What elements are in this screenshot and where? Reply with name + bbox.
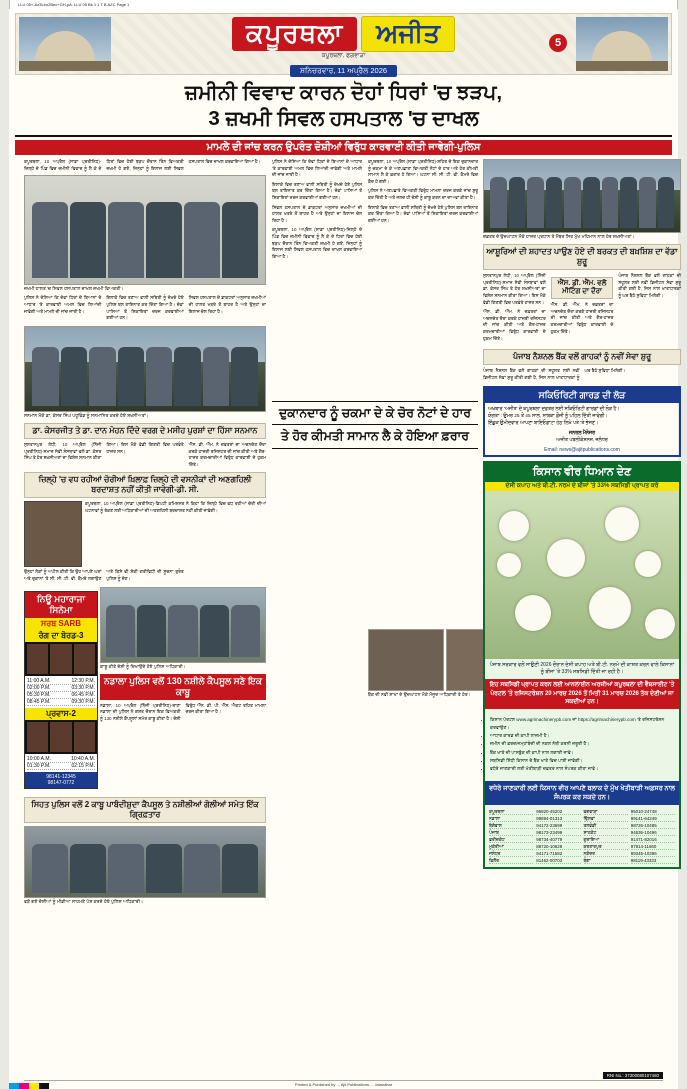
page-sheet xyxy=(9,9,682,1089)
article-paragraph: ਇਲਾਕੇ ਵਿਚ ਤਣਾਅ ਵਾਲੀ ਸਥਿਤੀ ਨੂੰ ਦੇਖਦੇ ਹੋਏ ਪੁਲਿਸ ਬਲ ਤਾਇਨਾਤ ਕਰ ਦਿੱਤਾ ਗਿਆ ਹੈ। ਦੋਵਾਂ ਪਾਸਿਆਂ ਤੋਂ ਸ਼ਿਕਾਇਤਾਂ ਦਰਜ ਕਰਵਾਈਆਂ ਗਈਆਂ ਹਨ। xyxy=(272,181,362,201)
article-paragraph: ਕਪੂਰਥਲਾ, 10 ਅਪ੍ਰੈਲ (ਸਾਡਾ ਪ੍ਰਤੀਨਿਧ)-ਜ਼ਿਲ੍ਹੇ ਦੇ ਪਿੰਡ ਵਿਚ ਜ਼ਮੀਨੀ ਵਿਵਾਦ ਨੂੰ ਲੈ ਕੇ ਦੋ ਧਿਰਾਂ ਵਿਚ ਹੋਈ ਝੜਪ ਦੌਰਾਨ ਤਿੰਨ ਵਿਅਕਤੀ ਜ਼ਖਮੀ ਹੋ ਗਏ, ਜਿਨ੍ਹਾਂ ਨੂੰ ਇਲਾਜ ਲਈ ਸਿਵਲ ਹਸਪਤਾਲ ਵਿਚ ਦਾਖਲ ਕਰਵਾਇਆ ਗਿਆ ਹੈ। xyxy=(24,159,261,171)
contact-phone: 95010-24748 xyxy=(631,808,675,815)
photo-police-group xyxy=(100,587,266,663)
kisan-ad-subtitle: ਦੇਸੀ ਕਪਾਹ ਅਤੇ ਬੀ.ਟੀ. ਨਰਮੇ ਦੇ ਬੀਜਾਂ 'ਤੇ 33% ਸਬਸਿਡੀ ਪ੍ਰਾਪਤ ਕਰੋ xyxy=(485,482,679,491)
contact-phone: 88720-10628 xyxy=(536,843,580,850)
contact-phone: 94636-10496 xyxy=(631,829,675,836)
contact-block: ਸ਼ਾਹਕੋਟ xyxy=(584,829,628,836)
kisan-bullet: • ਸਬਸਿਡੀ ਸਿੱਧੀ ਕਿਸਾਨ ਦੇ ਬੈਂਕ ਖਾਤੇ ਵਿਚ ਪਾਈ ਜਾਵੇਗੀ। xyxy=(490,757,674,764)
section-heading-nadala: ਨਡਾਲਾ ਪੁਲਿਸ ਵਲੋਂ 130 ਨਸ਼ੀਲੇ ਕੈਪਸੂਲ ਸਣੇ ਇਕ ਕਾਬੂ xyxy=(100,674,266,700)
section-heading-sdm: ਐੱਸ. ਡੀ. ਐੱਮ. ਵਲੋਂ ਮੀਟਿੰਗ ਦਾ ਦੌਰਾ xyxy=(551,277,614,299)
contact-block: ਕਪੂਰਥਲਾ xyxy=(489,808,533,815)
cinema-ad[interactable] xyxy=(24,591,98,789)
cinema-movie-1: ਰੰਗ ਦਾ ਬੋਰਡ-3 xyxy=(25,630,97,642)
showtime: 09:30 P.M. xyxy=(71,698,95,705)
showtime: 01:30 P.M. xyxy=(27,762,51,769)
headline-line-2: 3 ਜ਼ਖਮੀ ਸਿਵਲ ਹਸਪਤਾਲ 'ਚ ਦਾਖਲ xyxy=(208,107,479,131)
headline-line-1: ਜ਼ਮੀਨੀ ਵਿਵਾਦ ਕਾਰਨ ਦੋਹਾਂ ਧਿਰਾਂ 'ਚ ਝੜਪ, xyxy=(184,81,503,104)
security-ad-line-1: ਅਖ਼ਬਾਰ 'ਅਜੀਤ' ਦੇ ਕਪੂਰਥਲਾ ਦਫ਼ਤਰ ਲਈ ਸਕਿਓਰਿਟੀ ਗਾਰਡਾਂ ਦੀ ਲੋੜ ਹੈ। xyxy=(488,406,620,412)
cinema-poster-strip-2 xyxy=(25,720,97,754)
article-paragraph: ਨਡਾਲਾ, 10 ਅਪ੍ਰੈਲ (ਨਿੱਜੀ ਪ੍ਰਤੀਨਿਧ)-ਥਾਣਾ ਨਡਾਲਾ ਦੀ ਪੁਲਿਸ ਨੇ ਗਸ਼ਤ ਦੌਰਾਨ ਇਕ ਵਿਅਕਤੀ ਨੂੰ 130 ਨਸ਼ੀਲੇ ਕੈਪਸੂਲਾਂ ਸਮੇਤ ਕਾਬੂ ਕੀਤਾ ਹੈ। ਦੋਸ਼ੀ ਵਿਰੁੱਧ ਐੱਨ. ਡੀ. ਪੀ. ਐੱਸ. ਐਕਟ ਤਹਿਤ ਮਾਮਲਾ ਦਰਜ ਕੀਤਾ ਗਿਆ ਹੈ। xyxy=(100,702,266,722)
photo-hospital-injured xyxy=(24,175,266,285)
article-paragraph: ਸਿਵਲ ਹਸਪਤਾਲ ਦੇ ਡਾਕਟਰਾਂ ਅਨੁਸਾਰ ਜ਼ਖਮੀਆਂ ਦੀ ਹਾਲਤ ਖਤਰੇ ਤੋਂ ਬਾਹਰ ਹੈ ਅਤੇ ਉਨ੍ਹਾਂ ਦਾ ਇਲਾਜ ਚੱਲ ਰਿਹਾ ਹੈ। xyxy=(272,204,362,223)
article-paragraph: ਕਪੂਰਥਲਾ, 10 ਅਪ੍ਰੈਲ (ਸਾਡਾ ਪ੍ਰਤੀਨਿਧ)-ਸ਼ਹਿਰ ਦੇ ਇਕ ਦੁਕਾਨਦਾਰ ਨੂੰ ਚਕਮਾ ਦੇ ਕੇ ਅਣਪਛਾਤਾ ਵਿਅਕਤੀ ਨੋਟਾਂ ਦੇ ਹਾਰ ਅਤੇ ਹੋਰ ਕੀਮਤੀ ਸਾਮਾਨ ਲੈ ਕੇ ਫ਼ਰਾਰ ਹੋ ਗਿਆ। ਘਟਨਾ ਸੀ. ਸੀ. ਟੀ. ਵੀ. ਕੈਮਰੇ ਵਿਚ ਕੈਦ ਹੋ ਗਈ। xyxy=(368,159,478,184)
contact-phone: 95920-45202 xyxy=(536,808,580,815)
article-paragraph: ਪੁਲਿਸ ਨੇ ਦੱਸਿਆ ਕਿ ਦੋਵਾਂ ਧਿਰਾਂ ਦੇ ਬਿਆਨਾਂ ਦੇ ਆਧਾਰ 'ਤੇ ਕਾਰਵਾਈ ਅਮਲ ਵਿਚ ਲਿਆਂਦੀ ਜਾਵੇਗੀ ਅਤੇ ਮਾਮਲੇ ਦੀ ਜਾਂਚ ਜਾਰੀ ਹੈ। xyxy=(272,159,362,178)
photo-top-right-group xyxy=(483,159,681,233)
kisan-bullet: • ਆਧਾਰ ਕਾਰਡ ਦੀ ਕਾਪੀ ਲਾਜ਼ਮੀ ਹੈ। xyxy=(490,732,674,739)
photo-group-officials xyxy=(24,326,266,412)
article-grid xyxy=(24,159,682,1075)
contact-block: ਪੰਜਾਬ xyxy=(489,829,533,836)
article-paragraph: ਪੁਲਿਸ ਨੇ ਅਣਪਛਾਤੇ ਵਿਅਕਤੀ ਵਿਰੁੱਧ ਮਾਮਲਾ ਦਰਜ ਕਰਕੇ ਜਾਂਚ ਸ਼ੁਰੂ ਕਰ ਦਿੱਤੀ ਹੈ ਅਤੇ ਜਲਦ ਹੀ ਦੋਸ਼ੀ ਨੂੰ ਕਾਬੂ ਕਰਨ ਦਾ ਦਾਅਵਾ ਕੀਤਾ ਹੈ। xyxy=(368,188,478,201)
page-number-badge: 5 xyxy=(549,34,567,52)
contact-phone: 94171-71582 xyxy=(536,850,580,857)
showtime: 12:30 P.M. xyxy=(71,677,95,684)
contact-block: ਜਲੰਧਰ xyxy=(489,850,533,857)
contact-phone: 98726-10485 xyxy=(631,822,675,829)
cinema-poster-strip-1 xyxy=(25,642,97,676)
security-ad-line-2: ਯੋਗਤਾ : ਉਮਰ 25 ਤੋਂ 45 ਸਾਲ, ਸਾਬਕਾ ਫ਼ੌਜੀ ਨੂੰ ਪਹਿਲ ਦਿੱਤੀ ਜਾਵੇਗੀ। xyxy=(488,413,608,419)
contact-block: ਬੇਗੋਵਾਲ xyxy=(489,822,533,829)
masthead-photo-right xyxy=(576,17,668,71)
column-4 xyxy=(483,159,681,1075)
section-heading-health-police: ਸਿਹਤ ਪੁਲਿਸ ਵਲੋਂ 2 ਕਾਬੂ ਪਾਬੰਦੀਸ਼ੁਦਾ ਕੈਪਸੂਲ ਤੇ ਨਸ਼ੀਲੀਆਂ ਗੋਲੀਆਂ ਸਮੇਤ ਇੱਕ ਗ੍ਰਿਫ਼ਤਾਰ xyxy=(24,797,266,823)
contact-phone: 94172-23699 xyxy=(536,822,580,829)
cinema-phone-1: 98141-12345 xyxy=(46,773,76,780)
masthead-date: ਸ਼ਨਿਚਰਵਾਰ, 11 ਅਪ੍ਰੈਲ 2026 xyxy=(290,65,397,77)
contact-block: ਢਿੱਲਵਾਂ xyxy=(584,815,628,822)
photo-police-presser xyxy=(24,826,266,898)
showtime: 08:45 P.M. xyxy=(27,698,51,705)
article-paragraph: ਇਲਾਕੇ ਵਿਚ ਤਣਾਅ ਵਾਲੀ ਸਥਿਤੀ ਨੂੰ ਦੇਖਦੇ ਹੋਏ ਪੁਲਿਸ ਬਲ ਤਾਇਨਾਤ ਕਰ ਦਿੱਤਾ ਗਿਆ ਹੈ। ਦੋਵਾਂ ਪਾਸਿਆਂ ਤੋਂ ਸ਼ਿਕਾਇਤਾਂ ਦਰਜ ਕਰਵਾਈਆਂ ਗਈਆਂ ਹਨ। xyxy=(106,295,184,321)
kisan-ad-title: ਕਿਸਾਨ ਵੀਰ ਧਿਆਨ ਦੇਣ xyxy=(485,463,679,482)
security-ad-address: ਅਜੀਤ ਪਬਲੀਕੇਸ਼ਨਜ਼, ਜਲੰਧਰ xyxy=(556,438,608,444)
article-paragraph: ਇਲਾਕੇ ਵਿਚ ਤਣਾਅ ਵਾਲੀ ਸਥਿਤੀ ਨੂੰ ਦੇਖਦੇ ਹੋਏ ਪੁਲਿਸ ਬਲ ਤਾਇਨਾਤ ਕਰ ਦਿੱਤਾ ਗਿਆ ਹੈ। ਦੋਵਾਂ ਪਾਸਿਆਂ ਤੋਂ ਸ਼ਿਕਾਇਤਾਂ ਦਰਜ ਕਰਵਾਈਆਂ ਗਈਆਂ ਹਨ। xyxy=(368,204,478,223)
showtime: 05:30 P.M. xyxy=(27,691,51,698)
cinema-phone-2: 98147-0772 xyxy=(47,779,75,786)
article-paragraph: ਐੱਸ. ਡੀ. ਐੱਮ. ਨੇ ਦਫ਼ਤਰਾਂ ਦਾ ਅਚਨਚੇਤ ਦੌਰਾ ਕਰਕੇ ਹਾਜ਼ਰੀ ਰਜਿਸਟਰ ਦੀ ਜਾਂਚ ਕੀਤੀ ਅਤੇ ਗੈਰ-ਹਾਜ਼ਰ ਕਰਮਚਾਰੀਆਂ ਵਿਰੁੱਧ ਕਾਰਵਾਈ ਦੇ ਹੁਕਮ ਦਿੱਤੇ। xyxy=(483,309,546,341)
mid-headline-block xyxy=(272,397,478,451)
kisan-ad-bullets xyxy=(485,713,679,776)
security-ad-title: ਸਕਿਓਰਿਟੀ ਗਾਰਡ ਦੀ ਲੋੜ xyxy=(485,388,679,403)
masthead-logo-primary: ਕਪੂਰਥਲਾ xyxy=(232,17,357,51)
showtime: 02:00 P.M. xyxy=(27,684,51,691)
masthead-logo-secondary: ਅਜੀਤ xyxy=(361,16,455,52)
photo-caption: ਦਫ਼ਤਰ ਦੇ ਉਦਘਾਟਨ ਮੌਕੇ ਹਾਜ਼ਰ ਪ੍ਰਧਾਨ ਤੇ ਮੈਂਬਰ ਸਿਰ ਮੁੱਖ ਮਹਿਮਾਨ ਨਾਲ ਹੋਰ ਸ਼ਖ਼ਸੀਅਤਾਂ। xyxy=(483,234,635,239)
showtime: 11:00 A.M. xyxy=(27,677,51,684)
mid-headline-line-1: ਦੁਕਾਨਦਾਰ ਨੂੰ ਚਕਮਾ ਦੇ ਕੇ ਚੋਰ ਨੋਟਾਂ ਦੇ ਹਾਰ xyxy=(272,401,478,425)
column-3 xyxy=(368,159,478,1075)
photo-caption: ਕਾਬੂ ਕੀਤੇ ਦੋਸ਼ੀ ਨੂੰ ਦਿਖਾਉਂਦੇ ਹੋਏ ਪੁਲਿਸ ਅਧਿਕਾਰੀ। xyxy=(100,663,186,669)
mid-headline-line-2: ਤੇ ਹੋਰ ਕੀਮਤੀ ਸਾਮਾਨ ਲੈ ਕੇ ਹੋਇਆ ਫ਼ਰਾਰ xyxy=(272,425,478,448)
contact-phone: 91471-82016 xyxy=(631,836,675,843)
contact-block: ਕਰਤਾਰਪੁਰ xyxy=(584,843,628,850)
contact-block: ਨਕੋਦਰ xyxy=(584,850,628,857)
article-paragraph: ਐੱਸ. ਡੀ. ਐੱਮ. ਨੇ ਦਫ਼ਤਰਾਂ ਦਾ ਅਚਨਚੇਤ ਦੌਰਾ ਕਰਕੇ ਹਾਜ਼ਰੀ ਰਜਿਸਟਰ ਦੀ ਜਾਂਚ ਕੀਤੀ ਅਤੇ ਗੈਰ-ਹਾਜ਼ਰ ਕਰਮਚਾਰੀਆਂ ਵਿਰੁੱਧ ਕਾਰਵਾਈ ਦੇ ਹੁਕਮ ਦਿੱਤੇ। xyxy=(550,302,614,334)
kisan-ad-note: ਪੰਜਾਬ ਸਰਕਾਰ ਵਲੋਂ ਸਾਉਣੀ 2026 ਦੌਰਾਨ ਦੇਸੀ ਕਪਾਹ ਅਤੇ ਬੀ.ਟੀ. ਨਰਮੇ ਦੀ ਕਾਸ਼ਤ ਕਰਨ ਵਾਲੇ ਕਿਸਾਨਾਂ ਨੂੰ ਬੀਜਾਂ 'ਤੇ 33% ਸਬਸਿਡੀ ਦਿੱਤੀ ਜਾ ਰਹੀ ਹੈ। xyxy=(489,662,675,676)
masthead xyxy=(15,13,672,75)
contact-phone: 97814-11660 xyxy=(631,843,675,850)
cinema-ad-sub: ਸਰਬ SARB xyxy=(25,618,97,630)
security-ad-contact-name: ਜਨਰਲ ਮੈਨੇਜਰ xyxy=(569,431,595,437)
photo-caption: ਬੈਂਕ ਦੀ ਨਵੀਂ ਸ਼ਾਖਾ ਦੇ ਉਦਘਾਟਨ ਮੌਕੇ ਮੌਜੂਦ ਅਧਿਕਾਰੀ ਤੇ ਹੋਰ। xyxy=(368,692,471,697)
article-paragraph: ਕਪੂਰਥਲਾ, 10 ਅਪ੍ਰੈਲ (ਸਾਡਾ ਪ੍ਰਤੀਨਿਧ)-ਡਿਪਟੀ ਕਮਿਸ਼ਨਰ ਨੇ ਕਿਹਾ ਕਿ ਜ਼ਿਲ੍ਹੇ ਵਿਚ ਵਧ ਰਹੀਆਂ ਚੋਰੀ ਦੀਆਂ ਘਟਨਾਵਾਂ ਨੂੰ ਰੋਕਣ ਲਈ ਅਧਿਕਾਰੀਆਂ ਦੀ ਅਣਗਹਿਲੀ ਬਰਦਾਸ਼ਤ ਨਹੀਂ ਕੀਤੀ ਜਾਵੇਗੀ। xyxy=(85,501,266,514)
contact-block: ਬੰਗਾ xyxy=(584,857,628,864)
kisan-bullet: • ਜ਼ਮੀਨ ਦੀ ਫ਼ਰਦ/ਜਮ੍ਹਾਂਬੰਦੀ ਦੀ ਨਕਲ ਨੱਥੀ ਕਰਨੀ ਜ਼ਰੂਰੀ ਹੈ। xyxy=(490,740,674,747)
contact-phone: 98173-23499 xyxy=(536,829,580,836)
contact-block: ਗੁਰਾਇਆ xyxy=(584,836,628,843)
kisan-cotton-image xyxy=(485,491,679,659)
cinema-showtimes-2 xyxy=(25,754,97,772)
showtime: 06:45 P.M. xyxy=(71,691,95,698)
article-paragraph: ਕਪੂਰਥਲਾ, 10 ਅਪ੍ਰੈਲ (ਸਾਡਾ ਪ੍ਰਤੀਨਿਧ)-ਜ਼ਿਲ੍ਹੇ ਦੇ ਪਿੰਡ ਵਿਚ ਜ਼ਮੀਨੀ ਵਿਵਾਦ ਨੂੰ ਲੈ ਕੇ ਦੋ ਧਿਰਾਂ ਵਿਚ ਹੋਈ ਝੜਪ ਦੌਰਾਨ ਤਿੰਨ ਵਿਅਕਤੀ ਜ਼ਖਮੀ ਹੋ ਗਏ, ਜਿਨ੍ਹਾਂ ਨੂੰ ਇਲਾਜ ਲਈ ਸਿਵਲ ਹਸਪਤਾਲ ਵਿਚ ਦਾਖਲ ਕਰਵਾਇਆ ਗਿਆ ਹੈ। xyxy=(272,227,362,259)
photo-caption: ਫੜੇ ਗਏ ਦੋਸ਼ੀਆਂ ਨੂੰ ਮੀਡੀਆ ਸਾਹਮਣੇ ਪੇਸ਼ ਕਰਦੇ ਹੋਏ ਪੁਲਿਸ ਅਧਿਕਾਰੀ। xyxy=(24,898,144,904)
color-calibration-bar xyxy=(9,1083,49,1089)
cinema-ad-title: ਨਿਊ ਮਹਾਰਾਜਾ ਸਿਨੇਮਾ xyxy=(25,592,97,618)
section-heading-dc: ਜ਼ਿਲ੍ਹੇ 'ਚ ਵਧ ਰਹੀਆਂ ਚੋਰੀਆਂ ਖ਼ਿਲਾਫ਼ ਜ਼ਿਲ੍ਹੇ ਦੀ ਵਸਨੀਕਾਂ ਦੀ ਅਣਗਹਿਲੀ ਬਰਦਾਸ਼ਤ ਨਹੀਂ ਕੀਤੀ ਜਾਵੇਗੀ-ਡੀ. ਸੀ. xyxy=(24,472,266,498)
article-paragraph: ਉਨ੍ਹਾਂ ਲੋਕਾਂ ਨੂੰ ਅਪੀਲ ਕੀਤੀ ਕਿ ਉਹ ਆਪਣੇ ਘਰਾਂ ਅਤੇ ਦੁਕਾਨਾਂ 'ਤੇ ਸੀ. ਸੀ. ਟੀ. ਵੀ. ਕੈਮਰੇ ਲਗਾਉਣ ਅਤੇ ਕਿਸੇ ਵੀ ਸ਼ੱਕੀ ਗਤੀਵਿਧੀ ਦੀ ਸੂਚਨਾ ਤੁਰੰਤ ਪੁਲਿਸ ਨੂੰ ਦੇਣ। xyxy=(24,569,184,582)
contact-block: ਤਲਵੰਡੀ xyxy=(584,822,628,829)
headline-subhead: ਮਾਮਲੇ ਦੀ ਜਾਂਚ ਕਰਨ ਉਪਰੰਤ ਦੋਸ਼ੀਆਂ ਵਿਰੁੱਧ ਕਾਰਵਾਈ ਕੀਤੀ ਜਾਵੇਗੀ-ਪੁਲਿਸ xyxy=(15,140,672,155)
kisan-bullet: • ਕਿਸਾਨ ਪੋਰਟਲ www.agrimachinerypb.com ਜਾਂ https://agrimachinerypb.com 'ਤੇ ਰਜਿਸਟਰੇਸ਼ਨ ਕਰਵਾਉਣ। xyxy=(490,716,674,731)
contact-block: ਫਗਵਾੜਾ xyxy=(584,808,628,815)
contact-block: ਫ਼ਰੀਦਕੋਟ xyxy=(489,836,533,843)
contact-phone: 99141-64249 xyxy=(631,815,675,822)
print-header: LLU 05+-Az3Leu2Bec+GH-pA. LLU 05 Bk 1 1 T B AZC Page 1 xyxy=(0,0,687,10)
kisan-bullet: • ਬੈਂਕ ਖਾਤੇ ਦੀ ਪਾਸਬੁੱਕ ਦੀ ਕਾਪੀ ਨਾਲ ਲਗਾਈ ਜਾਵੇ। xyxy=(490,749,674,756)
article-paragraph: ਪੁਲਿਸ ਨੇ ਦੱਸਿਆ ਕਿ ਦੋਵਾਂ ਧਿਰਾਂ ਦੇ ਬਿਆਨਾਂ ਦੇ ਆਧਾਰ 'ਤੇ ਕਾਰਵਾਈ ਅਮਲ ਵਿਚ ਲਿਆਂਦੀ ਜਾਵੇਗੀ ਅਤੇ ਮਾਮਲੇ ਦੀ ਜਾਂਚ ਜਾਰੀ ਹੈ। xyxy=(24,295,102,314)
contact-block: ਮੁਕੇਰੀਆਂ xyxy=(489,843,533,850)
cinema-showtimes-1 xyxy=(25,676,97,708)
contact-phone: 98119-43333 xyxy=(631,857,675,864)
masthead-photo-left xyxy=(19,17,111,71)
photo-caption: ਜ਼ਖਮੀ ਹਾਲਤ 'ਚ ਸਿਵਲ ਹਸਪਤਾਲ ਦਾਖਲ ਜ਼ਖਮੀ ਵਿਅਕਤੀ। xyxy=(24,286,124,292)
kisan-advertisement[interactable] xyxy=(483,461,681,869)
section-heading-sanman: ਡਾ. ਕੇਸਰਜੀਤ ਤੇ ਡਾ. ਦਾਨ ਮੋਹਨ ਦਿੰਦੇ ਵਰਗ ਦੇ ਮਸੀਹ ਪੁਰਸ਼ਾਂ ਦਾ ਹਿੱਸਾ ਸਨਮਾਨ xyxy=(24,423,266,439)
cinema-movie-2: ਪ੍ਰਵਾਸ-2 xyxy=(25,708,97,720)
showtime: 02:15 P.M. xyxy=(71,762,95,769)
article-paragraph: ਪੰਜਾਬ ਨੈਸ਼ਨਲ ਬੈਂਕ ਵਲੋਂ ਗਾਹਕਾਂ ਦੀ ਸਹੂਲਤ ਲਈ ਨਵੀਂ ਡਿਜੀਟਲ ਸੇਵਾ ਸ਼ੁਰੂ ਕੀਤੀ ਗਈ ਹੈ, ਜਿਸ ਨਾਲ ਖਾਤਾਧਾਰਕਾਂ ਨੂੰ ਘਰ ਬੈਠੇ ਸੁਵਿਧਾ ਮਿਲੇਗੀ। xyxy=(483,368,626,380)
kisan-ad-deadline: ਇਹ ਸਬਸਿਡੀ ਪ੍ਰਾਪਤ ਕਰਨ ਲਈ ਆਨਲਾਈਨ ਅਰਜ਼ੀਆਂ ਕਪੂਰਥਲਾ ਦੀ ਵੈੱਬਸਾਈਟ 'ਤੇ ਪੋਰਟਲ 'ਤੇ ਰਜਿਸਟਰੇਸ਼ਨ 20 ਮਾਰਚ 2026 ਤੋਂ ਮਿਤੀ 31 ਮਾਰਚ 2026 ਤੱਕ ਦੇਣੀਆਂ ਜਾ ਸਕਦੀਆਂ ਹਨ। xyxy=(485,679,679,708)
kisan-ad-blue-note: ਵਧੇਰੇ ਜਾਣਕਾਰੀ ਲਈ ਕਿਸਾਨ ਵੀਰ ਆਪਣੇ ਬਲਾਕ ਦੇ ਮੁੱਖ ਖੇਤੀਬਾੜੀ ਅਫ਼ਸਰ ਨਾਲ ਸੰਪਰਕ ਕਰ ਸਕਦੇ ਹਨ। xyxy=(485,781,679,805)
security-ad-line-3: ਇੱਛੁਕ ਉਮੀਦਵਾਰ ਆਪਣਾ ਬਾਇਓਡਾਟਾ ਹੇਠ ਲਿਖੇ ਪਤੇ 'ਤੇ ਭੇਜਣ। xyxy=(488,420,599,426)
photo-portrait-dc xyxy=(24,501,82,567)
article-paragraph: ਐੱਸ. ਡੀ. ਐੱਮ. ਨੇ ਦਫ਼ਤਰਾਂ ਦਾ ਅਚਨਚੇਤ ਦੌਰਾ ਕਰਕੇ ਹਾਜ਼ਰੀ ਰਜਿਸਟਰ ਦੀ ਜਾਂਚ ਕੀਤੀ ਅਤੇ ਗੈਰ-ਹਾਜ਼ਰ ਕਰਮਚਾਰੀਆਂ ਵਿਰੁੱਧ ਕਾਰਵਾਈ ਦੇ ਹੁਕਮ ਦਿੱਤੇ। xyxy=(188,442,266,467)
masthead-center xyxy=(116,16,571,75)
security-guard-ad[interactable] xyxy=(483,386,681,458)
kisan-contact-table xyxy=(485,805,679,867)
section-heading-pnb: ਪੰਜਾਬ ਨੈਸ਼ਨਲ ਬੈਂਕ ਵਲੋਂ ਗਾਹਕਾਂ ਨੂੰ ਨਵੀਂ ਸੇਵਾ ਸ਼ੁਰੂ xyxy=(483,349,681,365)
rni-number: RNI No.: 37300080107460 xyxy=(603,1072,663,1079)
photo-caption: ਸਨਮਾਨ ਮੌਕੇ ਡਾ. ਕੇਸਰ ਸਿੰਘ ਪਹੂਵਿੰਡ ਨੂੰ ਸਨਮਾਨਿਤ ਕਰਦੇ ਹੋਏ ਸ਼ਖ਼ਸੀਅਤਾਂ। xyxy=(24,412,149,418)
contact-block: ਫਿਲੌਰ xyxy=(489,857,533,864)
masthead-subtitle: ਕਪੂਰਥਲਾ, ਫਗਵਾੜਾ xyxy=(321,53,366,59)
column-1 xyxy=(24,159,266,1075)
column-2 xyxy=(272,159,362,1075)
article-paragraph: ਸਿਵਲ ਹਸਪਤਾਲ ਦੇ ਡਾਕਟਰਾਂ ਅਨੁਸਾਰ ਜ਼ਖਮੀਆਂ ਦੀ ਹਾਲਤ ਖਤਰੇ ਤੋਂ ਬਾਹਰ ਹੈ ਅਤੇ ਉਨ੍ਹਾਂ ਦਾ ਇਲਾਜ ਚੱਲ ਰਿਹਾ ਹੈ। xyxy=(188,295,266,314)
article-paragraph: ਸੁਲਤਾਨਪੁਰ ਲੋਧੀ, 10 ਅਪ੍ਰੈਲ (ਨਿੱਜੀ ਪ੍ਰਤੀਨਿਧ)-ਸਮਾਜ ਸੇਵੀ ਸੰਸਥਾਵਾਂ ਵਲੋਂ ਡਾ. ਕੇਸਰ ਸਿੰਘ ਤੇ ਹੋਰ ਸ਼ਖ਼ਸੀਅਤਾਂ ਦਾ ਵਿਸ਼ੇਸ਼ ਸਨਮਾਨ ਕੀਤਾ ਗਿਆ। ਇਸ ਮੌਕੇ ਵੱਡੀ ਗਿਣਤੀ ਵਿਚ ਪਤਵੰਤੇ ਹਾਜ਼ਰ ਸਨ। xyxy=(24,442,184,461)
page-title xyxy=(15,80,672,137)
contact-phone: 99345-10396 xyxy=(631,850,675,857)
page-footer: Printed & Published by ... Ajit Publications ... Jalandhar xyxy=(24,1080,663,1087)
contact-phone: 98734-40779 xyxy=(536,836,580,843)
kisan-bullet: • ਵਧੇਰੇ ਜਾਣਕਾਰੀ ਲਈ ਖੇਤੀਬਾੜੀ ਦਫ਼ਤਰ ਨਾਲ ਸੰਪਰਕ ਕੀਤਾ ਜਾਵੇ। xyxy=(490,765,674,772)
article-paragraph: ਪੰਜਾਬ ਨੈਸ਼ਨਲ ਬੈਂਕ ਵਲੋਂ ਗਾਹਕਾਂ ਦੀ ਸਹੂਲਤ ਲਈ ਨਵੀਂ ਡਿਜੀਟਲ ਸੇਵਾ ਸ਼ੁਰੂ ਕੀਤੀ ਗਈ ਹੈ, ਜਿਸ ਨਾਲ ਖਾਤਾਧਾਰਕਾਂ ਨੂੰ ਘਰ ਬੈਠੇ ਸੁਵਿਧਾ ਮਿਲੇਗੀ। xyxy=(618,273,682,299)
showtime: 10:00 A.M. xyxy=(27,755,51,762)
security-ad-email[interactable]: Email: news@ajitpublications.com xyxy=(544,447,620,454)
contact-phone: 81462-00703 xyxy=(536,857,580,864)
section-heading-shahadat: ਆਸ਼ੂਰਿਆਂ ਦੀ ਸ਼ਹਾਦਤ ਪਾਉਣ ਹੋਏ ਦੀ ਬਰਕਤ ਦੀ ਬਖ਼ਸ਼ਿਸ਼ ਦਾ ਵੱਡਾ ਸ਼ੁਰੂ xyxy=(483,244,681,270)
contact-phone: 98894-01313 xyxy=(536,815,580,822)
photo-cctv-1 xyxy=(368,629,444,691)
showtime: 03:30 P.M. xyxy=(71,684,95,691)
showtime: 10:40 A.M. xyxy=(71,755,95,762)
contact-block: ਨਡਾਲਾ xyxy=(489,815,533,822)
article-paragraph: ਸੁਲਤਾਨਪੁਰ ਲੋਧੀ, 10 ਅਪ੍ਰੈਲ (ਨਿੱਜੀ ਪ੍ਰਤੀਨਿਧ)-ਸਮਾਜ ਸੇਵੀ ਸੰਸਥਾਵਾਂ ਵਲੋਂ ਡਾ. ਕੇਸਰ ਸਿੰਘ ਤੇ ਹੋਰ ਸ਼ਖ਼ਸੀਅਤਾਂ ਦਾ ਵਿਸ਼ੇਸ਼ ਸਨਮਾਨ ਕੀਤਾ ਗਿਆ। ਇਸ ਮੌਕੇ ਵੱਡੀ ਗਿਣਤੀ ਵਿਚ ਪਤਵੰਤੇ ਹਾਜ਼ਰ ਸਨ। xyxy=(483,273,546,305)
